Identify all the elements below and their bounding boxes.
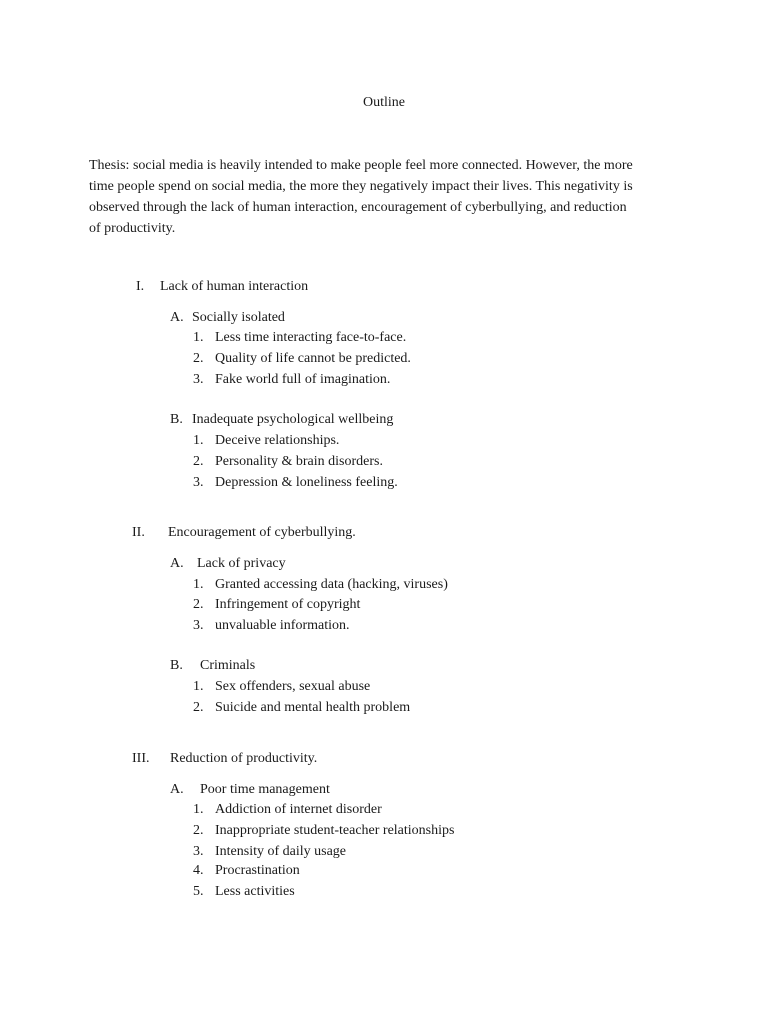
item-number: 1. (193, 577, 204, 592)
section-heading: Reduction of productivity. (170, 751, 318, 766)
item-number: 2. (193, 823, 204, 838)
subsection-letter: A. (170, 782, 184, 797)
subsection-heading: Criminals (200, 658, 256, 673)
thesis-line: of productivity. (89, 221, 176, 236)
item-number: 3. (193, 372, 204, 387)
item-text: Inappropriate student-teacher relationships (215, 823, 455, 838)
item-number: 1. (193, 802, 204, 817)
item-number: 3. (193, 475, 204, 490)
item-text: Deceive relationships. (215, 433, 340, 448)
item-text: Less activities (215, 884, 295, 899)
item-text: Addiction of internet disorder (215, 802, 382, 817)
item-text: Depression & loneliness feeling. (215, 475, 398, 490)
item-text: Granted accessing data (hacking, viruses) (215, 577, 448, 592)
item-number: 3. (193, 844, 204, 859)
item-number: 2. (193, 351, 204, 366)
subsection-letter: B. (170, 658, 183, 673)
item-text: Suicide and mental health problem (215, 700, 411, 715)
item-number: 2. (193, 700, 204, 715)
item-number: 4. (193, 863, 204, 878)
item-number: 5. (193, 884, 204, 899)
subsection-heading: Inadequate psychological wellbeing (192, 412, 394, 427)
item-text: Procrastination (215, 863, 300, 878)
thesis-line: Thesis: social media is heavily intended to make people feel more connected. However, the more (89, 158, 633, 173)
page-title: Outline (363, 95, 405, 110)
item-number: 1. (193, 433, 204, 448)
section-numeral: I. (136, 279, 145, 294)
thesis-paragraph (89, 155, 689, 239)
item-text: Infringement of copyright (215, 597, 361, 612)
item-text: Personality & brain disorders. (215, 454, 383, 469)
thesis-line: time people spend on social media, the more they negatively impact their lives. This negativity is (89, 179, 633, 194)
item-text: Fake world full of imagination. (215, 372, 391, 387)
section-heading: Encouragement of cyberbullying. (168, 525, 356, 540)
subsection-heading: Lack of privacy (197, 556, 286, 571)
item-number: 2. (193, 454, 204, 469)
section-numeral: II. (132, 525, 145, 540)
item-number: 1. (193, 330, 204, 345)
item-text: Intensity of daily usage (215, 844, 347, 859)
item-text: Quality of life cannot be predicted. (215, 351, 411, 366)
item-text: Less time interacting face-to-face. (215, 330, 407, 345)
subsection-heading: Socially isolated (192, 310, 285, 325)
item-number: 3. (193, 618, 204, 633)
subsection-letter: B. (170, 412, 183, 427)
subsection-heading: Poor time management (200, 782, 330, 797)
item-number: 2. (193, 597, 204, 612)
item-text: unvaluable information. (215, 618, 350, 633)
subsection-letter: A. (170, 310, 184, 325)
section-heading: Lack of human interaction (160, 279, 309, 294)
section-numeral: III. (132, 751, 150, 766)
subsection-letter: A. (170, 556, 184, 571)
item-text: Sex offenders, sexual abuse (215, 679, 371, 694)
thesis-line: observed through the lack of human interaction, encouragement of cyberbullying, and reduction (89, 200, 627, 215)
item-number: 1. (193, 679, 204, 694)
